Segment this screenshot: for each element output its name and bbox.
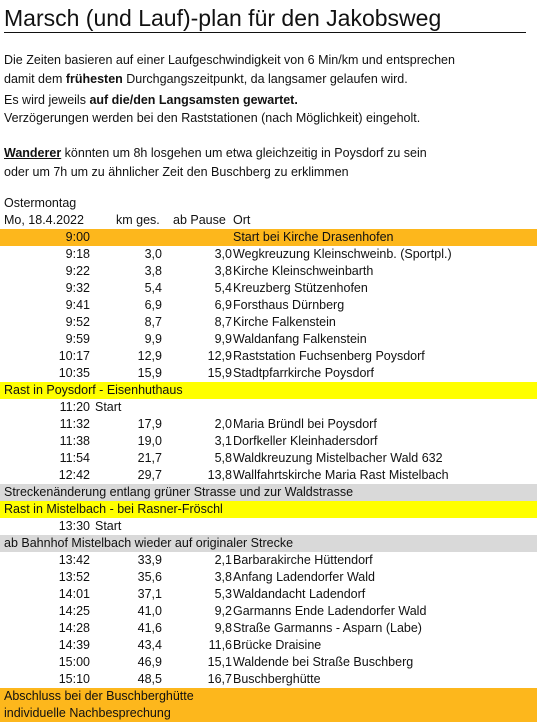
row-time: 9:52 bbox=[65, 315, 90, 329]
row-location: Forsthaus Dürnberg bbox=[233, 298, 345, 312]
intro-line-2-bold: frühesten bbox=[65, 72, 123, 86]
row-time: 9:32 bbox=[65, 281, 90, 295]
banner-row bbox=[0, 535, 537, 552]
banner-row bbox=[0, 705, 537, 722]
row-km-total: 5,4 bbox=[144, 281, 162, 295]
table-row bbox=[0, 263, 537, 280]
row-location: Brücke Draisine bbox=[233, 638, 322, 652]
row-km-since-break: 15,9 bbox=[207, 366, 232, 380]
table-row bbox=[0, 637, 537, 654]
banner-row bbox=[0, 382, 537, 399]
row-time: 9:22 bbox=[65, 264, 90, 278]
row-km-total: 46,9 bbox=[137, 655, 162, 669]
table-row bbox=[0, 569, 537, 586]
row-km-total: 33,9 bbox=[137, 553, 162, 567]
intro-line-4: Verzögerungen werden bei den Raststationen (nach Möglichkeit) eingeholt. bbox=[4, 111, 421, 125]
header-col-km: km ges. bbox=[116, 213, 160, 227]
row-km-since-break: 2,1 bbox=[214, 553, 232, 567]
row-km-since-break: 3,1 bbox=[214, 434, 232, 448]
row-time: 14:39 bbox=[58, 638, 90, 652]
row-km-total: 8,7 bbox=[144, 315, 162, 329]
row-km-total: 48,5 bbox=[137, 672, 162, 686]
banner-text: ab Bahnhof Mistelbach wieder auf originaler Strecke bbox=[4, 536, 294, 550]
banner-text: individuelle Nachbesprechung bbox=[4, 706, 171, 720]
row-km-total: 21,7 bbox=[137, 451, 162, 465]
row-location: Waldkreuzung Mistelbacher Wald 632 bbox=[233, 451, 443, 465]
table-row bbox=[0, 603, 537, 620]
row-km-since-break: 9,8 bbox=[214, 621, 232, 635]
row-km-total: 41,6 bbox=[137, 621, 162, 635]
table-row bbox=[0, 671, 537, 688]
row-start-label: Start bbox=[95, 400, 122, 414]
row-km-since-break: 3,8 bbox=[214, 264, 232, 278]
row-km-since-break: 13,8 bbox=[207, 468, 232, 482]
row-km-since-break: 9,9 bbox=[214, 332, 232, 346]
table-row bbox=[0, 467, 537, 484]
row-time: 9:00 bbox=[65, 230, 90, 244]
table-row bbox=[0, 331, 537, 348]
table-row bbox=[0, 246, 537, 263]
banner-text: Streckenänderung entlang grüner Strasse und zur Waldstrasse bbox=[4, 485, 354, 499]
row-location: Wegkreuzung Kleinschweinb. (Sportpl.) bbox=[233, 247, 452, 261]
row-location: Kirche Falkenstein bbox=[233, 315, 336, 329]
row-time: 10:17 bbox=[58, 349, 90, 363]
row-location: Stadtpfarrkirche Poysdorf bbox=[233, 366, 375, 380]
row-time: 13:52 bbox=[58, 570, 90, 584]
banner-text: Abschluss bei der Buschberghütte bbox=[4, 689, 194, 703]
table-row bbox=[0, 280, 537, 297]
table-row bbox=[0, 416, 537, 433]
row-km-total: 41,0 bbox=[137, 604, 162, 618]
row-km-total: 43,4 bbox=[137, 638, 162, 652]
row-location: Waldanfang Falkenstein bbox=[233, 332, 367, 346]
header-col-ort: Ort bbox=[233, 213, 251, 227]
banner-text: Rast in Poysdorf - Eisenhuthaus bbox=[4, 383, 183, 397]
banner-row bbox=[0, 501, 537, 518]
wanderer-label: Wanderer bbox=[4, 146, 62, 160]
row-km-since-break: 2,0 bbox=[214, 417, 232, 431]
wanderer-line-1-rest: könnten um 8h losgehen um etwa gleichzeitig in Poysdorf zu sein bbox=[61, 146, 427, 160]
row-location: Barbarakirche Hüttendorf bbox=[233, 553, 373, 567]
row-km-since-break: 5,3 bbox=[214, 587, 232, 601]
row-km-total: 37,1 bbox=[137, 587, 162, 601]
table-row bbox=[0, 450, 537, 467]
row-start-label: Start bbox=[95, 519, 122, 533]
row-km-total: 29,7 bbox=[137, 468, 162, 482]
row-location: Start bei Kirche Drasenhofen bbox=[233, 230, 394, 244]
row-km-total: 12,9 bbox=[137, 349, 162, 363]
row-km-since-break: 12,9 bbox=[207, 349, 232, 363]
row-location: Raststation Fuchsenberg Poysdorf bbox=[233, 349, 425, 363]
row-location: Kreuzberg Stützenhofen bbox=[233, 281, 368, 295]
table-row bbox=[0, 586, 537, 603]
page-title: Marsch (und Lauf)-plan für den Jakobsweg bbox=[4, 4, 526, 33]
table-row bbox=[0, 654, 537, 671]
row-time: 14:25 bbox=[58, 604, 90, 618]
row-location: Dorfkeller Kleinhadersdorf bbox=[233, 434, 378, 448]
banner-row bbox=[0, 688, 537, 705]
row-time: 9:41 bbox=[65, 298, 90, 312]
row-km-total: 6,9 bbox=[144, 298, 162, 312]
intro-line-3-bold: auf die/den Langsamsten gewartet. bbox=[89, 93, 298, 107]
row-location: Garmanns Ende Ladendorfer Wald bbox=[233, 604, 427, 618]
intro-line-3-pre: Es wird jeweils bbox=[4, 93, 90, 107]
row-km-since-break: 3,0 bbox=[214, 247, 232, 261]
row-km-since-break: 3,8 bbox=[214, 570, 232, 584]
row-km-total: 3,8 bbox=[144, 264, 162, 278]
row-km-since-break: 8,7 bbox=[214, 315, 232, 329]
table-row bbox=[0, 229, 537, 246]
table-row bbox=[0, 365, 537, 382]
row-km-since-break: 15,1 bbox=[207, 655, 232, 669]
row-location: Waldandacht Ladendorf bbox=[233, 587, 366, 601]
table-row bbox=[0, 433, 537, 450]
row-time: 15:00 bbox=[58, 655, 90, 669]
wanderer-line-1 bbox=[4, 144, 534, 163]
row-km-total: 17,9 bbox=[137, 417, 162, 431]
row-time: 15:10 bbox=[58, 672, 90, 686]
row-km-total: 9,9 bbox=[144, 332, 162, 346]
row-km-total: 19,0 bbox=[137, 434, 162, 448]
row-time: 14:28 bbox=[58, 621, 90, 635]
banner-row bbox=[0, 484, 537, 501]
row-time: 11:20 bbox=[59, 400, 90, 414]
intro-line-2-pre: damit dem bbox=[4, 72, 66, 86]
header-col-ab: ab Pause bbox=[173, 213, 226, 227]
intro-line-3 bbox=[4, 91, 534, 110]
row-km-since-break: 5,8 bbox=[214, 451, 232, 465]
row-location: Maria Bründl bei Poysdorf bbox=[233, 417, 377, 431]
row-km-since-break: 16,7 bbox=[207, 672, 232, 686]
row-time: 11:54 bbox=[59, 451, 90, 465]
intro-line-1: Die Zeiten basieren auf einer Laufgeschwindigkeit von 6 Min/km und entsprechen bbox=[4, 53, 455, 67]
row-time: 14:01 bbox=[58, 587, 90, 601]
row-time: 12:42 bbox=[58, 468, 90, 482]
row-km-since-break: 5,4 bbox=[214, 281, 232, 295]
wanderer-line-2: oder um 7h um zu ähnlicher Zeit den Buschberg zu erklimmen bbox=[4, 165, 349, 179]
row-km-total: 35,6 bbox=[137, 570, 162, 584]
table-row bbox=[0, 314, 537, 331]
restart-row bbox=[0, 518, 537, 535]
table-row bbox=[0, 620, 537, 637]
header-date: Mo, 18.4.2022 bbox=[4, 213, 84, 227]
row-location: Straße Garmanns - Asparn (Labe) bbox=[233, 621, 422, 635]
table-row bbox=[0, 297, 537, 314]
row-location: Kirche Kleinschweinbarth bbox=[233, 264, 374, 278]
header-day: Ostermontag bbox=[4, 196, 77, 210]
row-km-total: 3,0 bbox=[144, 247, 162, 261]
table-row bbox=[0, 552, 537, 569]
banner-text: Rast in Mistelbach - bei Rasner-Fröschl bbox=[4, 502, 223, 516]
row-location: Buschberghütte bbox=[233, 672, 321, 686]
row-location: Anfang Ladendorfer Wald bbox=[233, 570, 375, 584]
row-location: Wallfahrtskirche Maria Rast Mistelbach bbox=[233, 468, 449, 482]
row-time: 10:35 bbox=[58, 366, 90, 380]
row-km-since-break: 9,2 bbox=[214, 604, 232, 618]
intro-line-2-post: Durchgangszeitpunkt, da langsamer gelaufen wird. bbox=[122, 72, 408, 86]
row-time: 11:32 bbox=[59, 417, 90, 431]
table-row bbox=[0, 348, 537, 365]
row-time: 9:18 bbox=[65, 247, 90, 261]
intro-line-2 bbox=[4, 70, 534, 89]
row-time: 13:30 bbox=[58, 519, 90, 533]
restart-row bbox=[0, 399, 537, 416]
row-time: 9:59 bbox=[65, 332, 90, 346]
row-time: 11:38 bbox=[59, 434, 90, 448]
row-location: Waldende bei Straße Buschberg bbox=[233, 655, 414, 669]
row-km-since-break: 6,9 bbox=[214, 298, 232, 312]
row-time: 13:42 bbox=[58, 553, 90, 567]
row-km-since-break: 11,6 bbox=[208, 638, 232, 652]
row-km-total: 15,9 bbox=[137, 366, 162, 380]
